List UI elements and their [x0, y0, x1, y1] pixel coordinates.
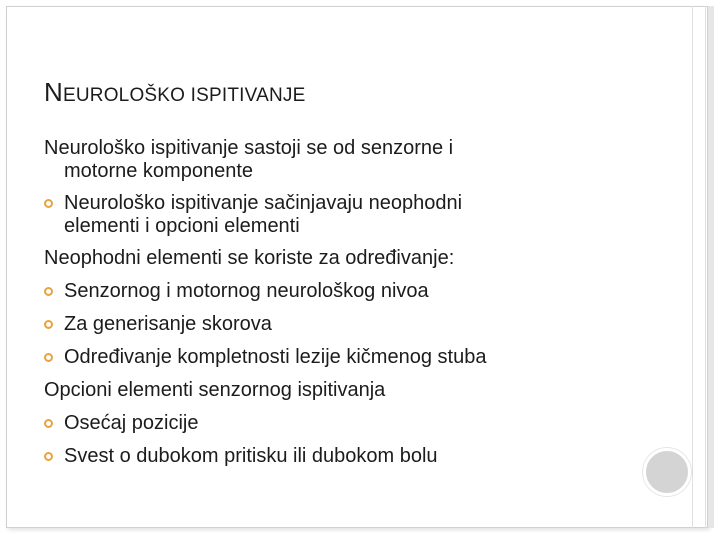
line-text: motorne komponente	[64, 160, 254, 182]
decorative-circle-icon	[643, 448, 691, 496]
bullet-icon	[44, 419, 53, 428]
bullet-icon	[44, 353, 53, 362]
bullet-item	[44, 440, 604, 473]
title-initial: N	[44, 77, 63, 107]
bullet-item	[44, 308, 604, 341]
bullet-item	[44, 275, 604, 308]
line-text: Neurološko ispitivanje sastoji se od senzorne i	[44, 137, 454, 159]
bullet-icon	[44, 452, 53, 461]
line-text: Neurološko ispitivanje sačinjavaju neophodni	[64, 192, 463, 214]
text-line	[44, 242, 604, 275]
line-text: Svest o dubokom pritisku ili dubokom bolu	[64, 445, 438, 467]
right-decorative-lines	[692, 6, 706, 528]
bullet-icon	[44, 287, 53, 296]
text-line	[44, 374, 604, 407]
line-text: Osećaj pozicije	[64, 412, 199, 434]
bullet-item	[44, 341, 604, 374]
continuation-line	[44, 214, 604, 238]
slide-title	[44, 77, 305, 108]
line-text: Određivanje kompletnosti lezije kičmenog stuba	[64, 346, 487, 368]
bullet-icon	[44, 320, 53, 329]
line-text: Opcioni elementi senzornog ispitivanja	[44, 379, 386, 401]
bullet-item	[44, 407, 604, 440]
line-text: elementi i opcioni elementi	[64, 215, 300, 237]
slide-content	[44, 132, 604, 473]
title-rest: EUROLOŠKO ISPITIVANJE	[62, 85, 306, 106]
line-text: Neophodni elementi se koriste za određivanje:	[44, 247, 455, 269]
right-decorative-bar	[708, 6, 714, 528]
line-text: Senzornog i motornog neurološkog nivoa	[64, 280, 429, 302]
continuation-line	[44, 159, 604, 183]
line-text: Za generisanje skorova	[64, 313, 272, 335]
bullet-icon	[44, 199, 53, 208]
